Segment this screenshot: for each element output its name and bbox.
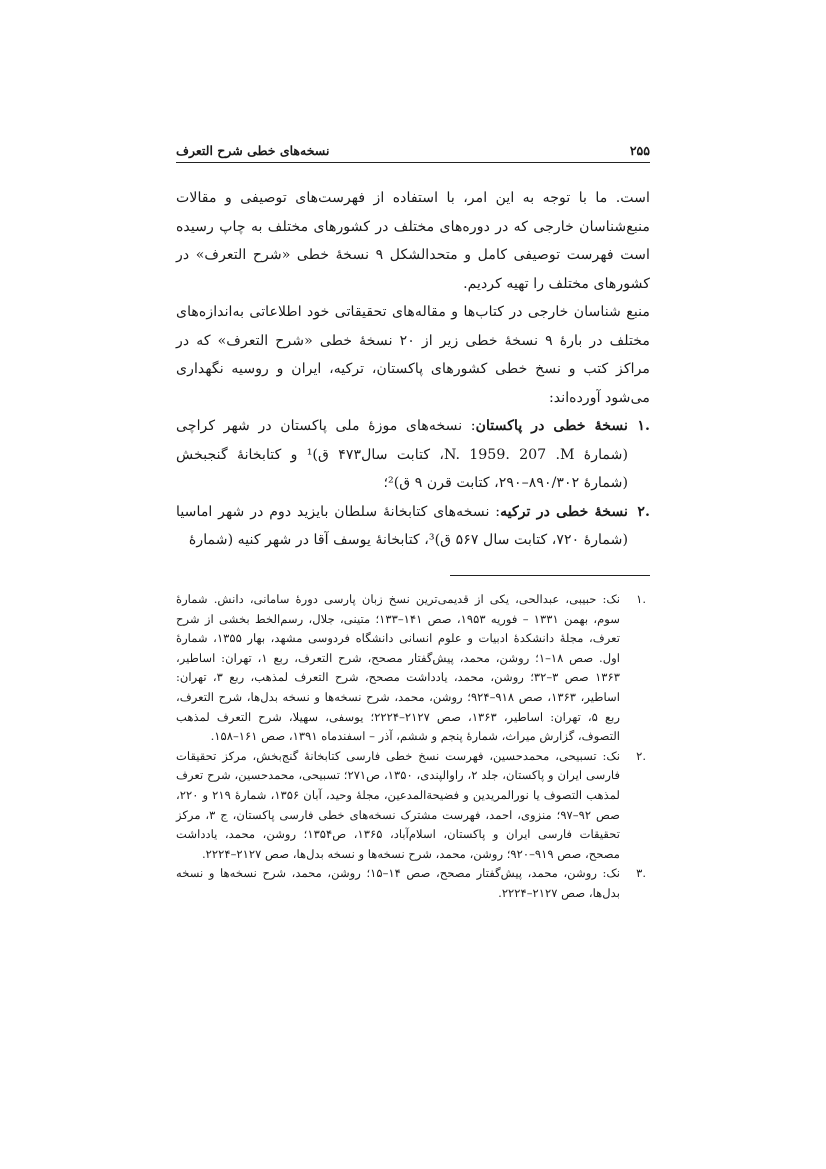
footnote-text: نک: حبیبی، عبدالحی، یکی از قدیمی‌ترین نسخ زبان پارسی دورهٔ سامانی، دانش. شمارهٔ سوم، بهمن ۱۳۳۱ – فوریه ۱۹۵۳، صص ۱۴۱–۱۳۳؛ متینی، جلال، رسم‌الخط بخشی از شرح تعرف، مجلهٔ دانشکدهٔ ادبیات و علوم انسانی دانشگاه فردوسی مشهد، بهار ۱۳۵۵، شمارهٔ اول. صص ۱۸–۱؛ روشن، محمد، پیش‌گفتار مصحح، شرح التعرف، ربع ۱، تهران: اساطیر، ۱۳۶۳ صص ۳–۳۲؛ روشن، محمد، یادداشت مصحح، شرح التعرف لمذهب، ربع ۳، تهران: اساطیر، ۱۳۶۳، صص ۹۱۸–۹۲۴؛ روشن، محمد، شرح نسخه‌ها و نسخه بدل‌ها، شرح التعرف، ربع ۵، تهران: اساطیر، ۱۳۶۳، صص ۲۱۲۷–۲۲۲۴؛ یوسفی، سهیلا، شرح التعرف لمذهب التصوف، گزارش میراث، شمارهٔ پنجم و ششم، آذر – اسفندماه ۱۳۹۱، صص ۱۶۱–۱۵۸. (176, 592, 620, 744)
list-item-number: .۲ (637, 503, 650, 520)
main-text (176, 184, 650, 555)
document-page (176, 140, 650, 1140)
page-number: ۲۵۵ (629, 143, 650, 158)
list-item (176, 498, 650, 555)
footnote (176, 590, 650, 747)
list-item-text: : نسخه‌های کتابخانهٔ سلطان بایزید دوم در شهر اماسیا (شمارهٔ ۷۲۰، کتابت سال ۵۶۷ ق)³، کتابخانهٔ یوسف آقا در شهر کنیه (شمارهٔ (176, 503, 628, 548)
footnote-number: .۲ (636, 748, 646, 763)
list-item-number: .۱ (637, 418, 650, 434)
footnote-divider (450, 575, 650, 576)
footnote-text: نک: روشن، محمد، پیش‌گفتار مصحح، صص ۱۴–۱۵؛ روشن، محمد، شرح نسخه‌ها و نسخه بدل‌ها، صص ۲۱۲۷–۲۲۲۴. (176, 866, 620, 900)
footnote-number: .۱ (636, 592, 646, 606)
footnote (176, 864, 650, 903)
list-item-lead: نسخهٔ خطی در پاکستان (475, 418, 629, 434)
paragraph-1: است. ما با توجه به این امر، با استفاده از فهرست‌های توصیفی و مقالات منبع‌شناسان خارجی که در دوره‌های مختلف در کشورهای مختلف به چاپ رسیده است فهرست توصیفی کامل و متحدالشکل ۹ نسخهٔ خطی «شرح التعرف» در کشورهای مختلف را تهیه کردیم. (176, 190, 651, 292)
footnote (176, 747, 650, 865)
list-item-text: : نسخه‌های موزهٔ ملی پاکستان در شهر کراچی (شمارهٔ N. 1959. 207 .M، کتابت سال‌۴۷۳ ق)¹ و کتابخانهٔ گنجبخش (شمارهٔ ۸۹۰/۳۰۲–۲۹۰، کتابت قرن ۹ ق)²؛ (176, 418, 629, 491)
running-title: نسخه‌های خطی شرح التعرف (176, 143, 330, 158)
paragraph-2: منبع شناسان خارجی در کتاب‌ها و مقاله‌های تحقیقاتی خود اطلاعاتی به‌اندازه‌های مختلف در بارهٔ ۹ نسخهٔ خطی زیر از ۲۰ نسخهٔ خطی «شرح التعرف» که در مراکز کتب و نسخ خطی کشورهای پاکستان، ترکیه، ایران و روسیه نگهداری می‌شود آورده‌اند: (176, 304, 651, 406)
list-item (176, 412, 650, 498)
list-item-lead: نسخهٔ خطی در ترکیه (500, 503, 629, 520)
footnote-number: .۳ (636, 866, 646, 881)
footnote-text: نک: تسبیحی، محمدحسین، فهرست نسخ خطی فارسی کتابخانهٔ گنج‌بخش، مرکز تحقیقات فارسی ایران و پاکستان، جلد ۲، راوالپندی، ۱۳۵۰، ص۲۷۱؛ تسبیحی، محمدحسین، شرح تعرف لمذهب التصوف یا نورالمریدین و فضیحةالمدعین، مجلهٔ وحید، آبان ۱۳۵۶، شمارهٔ ۲۱۹ و ۲۲۰، صص ۹۲–۹۷؛ منزوی، احمد، فهرست مشترک نسخه‌های خطی فارسی پاکستان، ج ۳، مرکز تحقیقات فارسی ایران و پاکستان، اسلام‌آباد، ۱۳۶۵، ص۱۳۵۴؛ روشن، محمد، یادداشت مصحح، صص ۹۱۹–۹۲۰؛ روشن، محمد، شرح نسخه‌ها و نسخه بدل‌ها، صص ۲۱۲۷–۲۲۲۴. (176, 748, 620, 861)
footnotes (176, 590, 650, 904)
running-header (176, 140, 650, 163)
